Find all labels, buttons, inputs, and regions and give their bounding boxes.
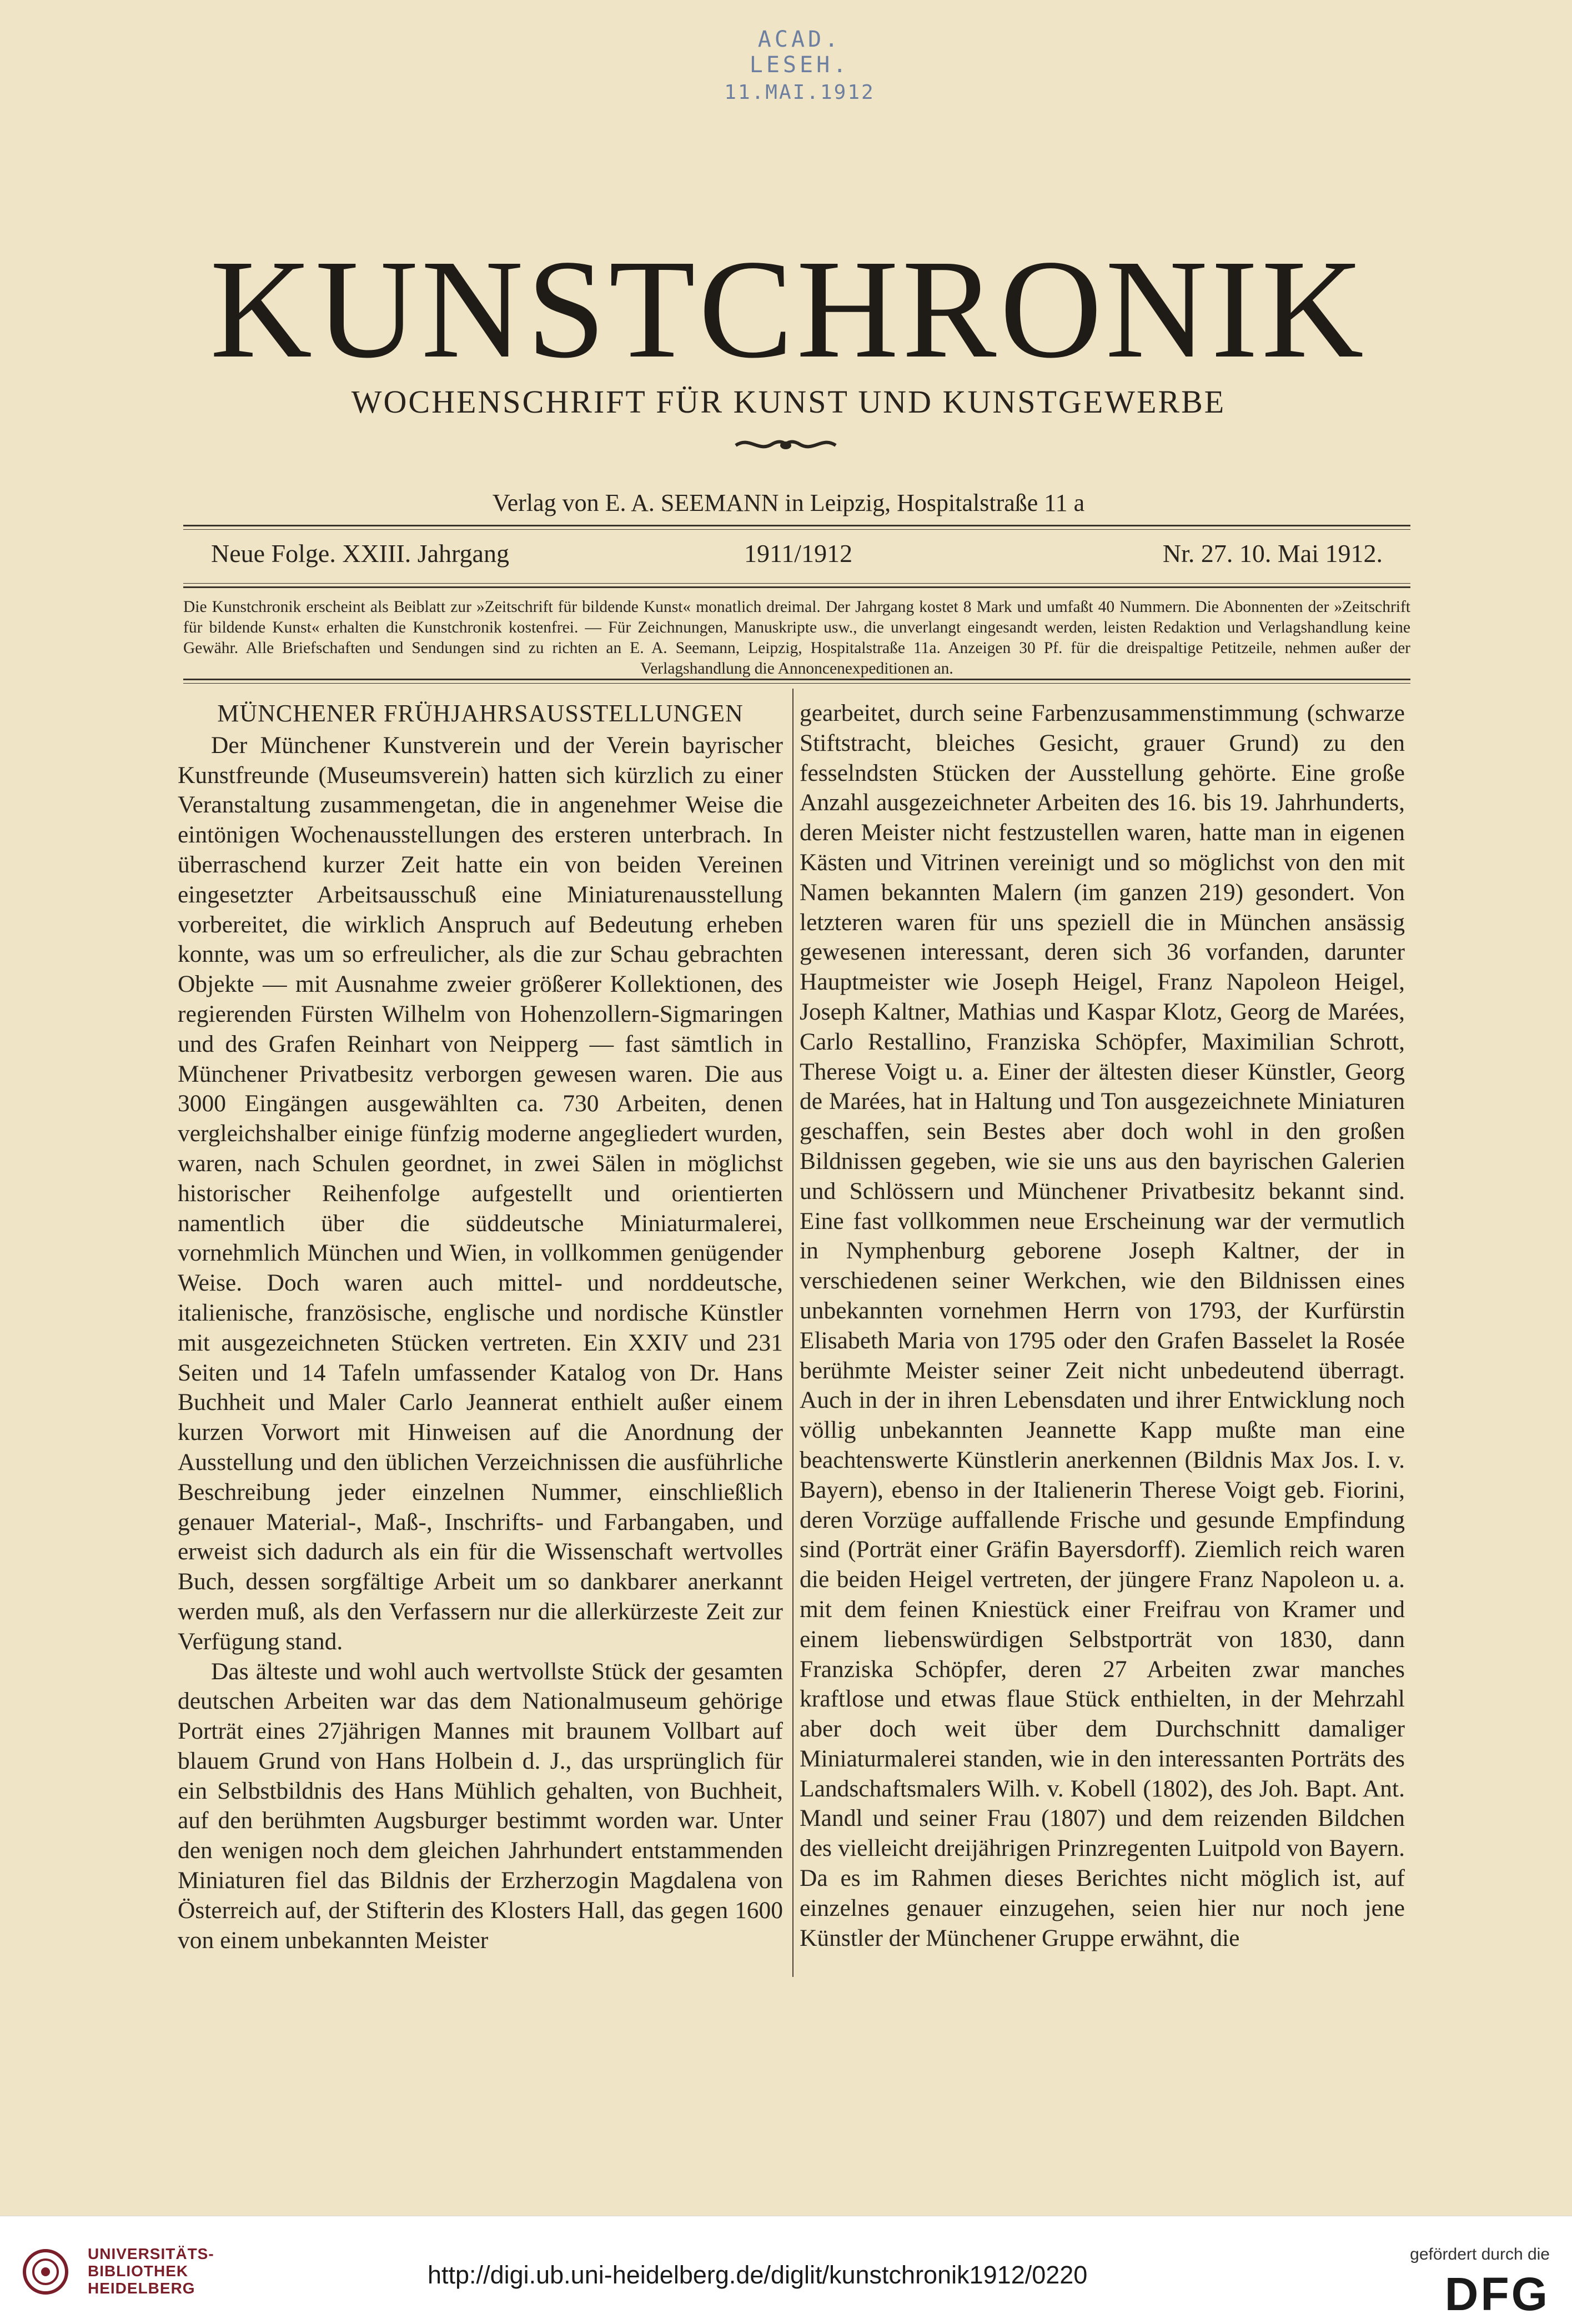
source-url-link[interactable]: http://digi.ub.uni-heidelberg.de/diglit/kunstchronik1912/0220 xyxy=(428,2261,1088,2289)
digitization-footer xyxy=(0,2216,1572,2324)
university-library-name xyxy=(88,2245,214,2297)
issue-year: 1911/1912 xyxy=(744,539,853,568)
university-seal-icon xyxy=(22,2248,69,2295)
article-column-left xyxy=(178,699,783,1955)
dfg-logo: DFG xyxy=(1444,2268,1550,2320)
column-divider xyxy=(792,689,793,1977)
publisher-line: Verlag von E. A. SEEMANN in Leipzig, Hospitalstraße 11 a xyxy=(492,489,1085,516)
stamp-line-1: ACAD. LESEH. xyxy=(749,27,850,78)
divider xyxy=(183,529,1410,530)
library-stamp xyxy=(716,27,883,104)
article-column-right xyxy=(800,699,1405,1953)
funded-by-text: gefördert durch die xyxy=(1410,2245,1550,2263)
divider xyxy=(183,583,1410,584)
divider xyxy=(183,683,1410,684)
subscription-notice: Die Kunstchronik erscheint als Beiblatt zur »Zeitschrift für bildende Kunst« monatlich dreimal. Der Jahrgang kostet 8 Mark und umfaßt 40 Nummern. Die Abonnenten der »Zeitschrift für bildende Kunst« erhalten die Kunstchronik kostenfrei. — Für Zeichnungen, Manuskripte usw., die unverlangt eingesandt werden, leisten Redaktion und Verlagshandlung keine Gewähr. Alle Briefschaften und Sendungen sind zu richten an E. A. Seemann, Leipzig, Hospitalstraße 11a. Anzeigen 30 Pf. für die dreispaltige Petitzeile, nehmen außer der Verlagshandlung die Annoncenexpeditionen an. xyxy=(183,598,1410,677)
article-paragraph: gearbeitet, durch seine Farbenzusammenstimmung (schwarze Stiftstracht, bleiches Gesicht, grauer Grund) zu den fesselndsten Stücken der Ausstellung gehörte. Eine große Anzahl ausgezeichneter Arbeiten des 16. bis 19. Jahrhunderts, deren Meister nicht festzustellen waren, hatte man in eigenen Kästen und Vitrinen vereinigt und so möglichst von den mit Namen bekannten Malern (im ganzen 219) gesondert. Von letzteren waren für uns speziell die in München ansässig gewesenen interessant, deren sich 36 vorfanden, darunter Hauptmeister wie Joseph Heigel, Franz Napoleon Heigel, Joseph Kaltner, Mathias und Kaspar Klotz, Georg de Marées, Carlo Restallino, Franziska Schöpfer, Maximilian Schrott, Therese Voigt u. a. Einer der ältesten dieser Künstler, Georg de Marées, hat in Haltung und Ton ausgezeichnete Miniaturen geschaffen, sein Bestes aber doch wohl in den großen Bildnissen gegeben, wie sie uns aus den bayrischen Galerien und Schlössern und Münchener Privatbesitz bekannt sind. Eine fast vollkommen neue Erscheinung war der vermutlich in Nymphenburg geborene Joseph Kaltner, der in verschiedenen seiner Werkchen, wie den Bildnissen eines unbekannten vornehmen Herrn von 1793, der Kurfürstin Elisabeth Maria von 1795 oder den Grafen Basselet la Rosée berühmte Meister seiner Zeit nicht unbedeutend überragt. Auch in der in ihren Lebensdaten und ihrer Entwicklung noch völlig unbekannten Jeannette Kapp mußte man eine beachtenswerte Künstlerin anerkennen (Bildnis Max Jos. I. v. Bayern), ebenso in der Italienerin Therese Voigt geb. Fiorini, deren Vorzüge auffallende Frische und gesunde Empfindung sind (Porträt einer Gräfin Bayersdorff). Ziemlich reich waren die beiden Heigel vertreten, der jüngere Franz Napoleon u. a. mit dem feinen Kniestück einer Freifrau von Kramer und einem liebenswürdigen Selbstporträt von 1830, dann Franziska Schöpfer, deren 27 Arbeiten zwar manches kraftlose und etwas flaue Stück enthielten, in der Mehrzahl aber doch weit über dem Durchschnitt damaliger Miniaturmalerei standen, wie in den interessanten Porträts des Landschaftsmalers Wilh. v. Kobell (1802), des Joh. Bapt. Ant. Mandl und seiner Frau (1807) und dem reizenden Bildchen des vielleicht dreijährigen Prinzregenten Luitpold von Bayern. Da es im Rahmen dieses Berichtes nicht möglich ist, auf einzelnes genauer einzugehen, seien hier nur noch jene Künstler der Münchener Gruppe erwähnt, die xyxy=(800,700,1405,1951)
stamp-line-2: 11.MAI.1912 xyxy=(724,81,875,104)
uni-line-1: UNIVERSITÄTS- xyxy=(88,2245,214,2262)
article-paragraph: Der Münchener Kunstverein und der Verein bayrischer Kunstfreunde (Museumsverein) hatten sich kürzlich zu einer Veranstaltung zusammengetan, die in angenehmer Weise die eintönigen Wochenausstellungen des ersteren unterbrach. In überraschend kurzer Zeit hatte ein von beiden Vereinen eingesetzter Arbeitsausschuß eine Miniaturenausstellung vorbereitet, die wirklich Anspruch auf Bedeutung erheben konnte, was um so erfreulicher, als die zur Schau gebrachten Objekte — mit Ausnahme zweier größerer Kollektionen, des regierenden Fürsten Wilhelm von Hohenzollern-Sigmaringen und des Grafen Reinhart von Neipperg — fast sämtlich in Münchener Privatbesitz verborgen gewesen waren. Die aus 3000 Eingängen ausgewählten ca. 730 Arbeiten, denen vergleichshalber einige fünfzig moderne angegliedert wurden, waren, nach Schulen geordnet, in zwei Sälen in möglichst historischer Reihenfolge aufgestellt und orientierten namentlich über die süddeutsche Miniaturmalerei, vornehmlich München und Wien, in vollkommen genügender Weise. Doch waren auch mittel- und norddeutsche, italienische, französische, englische und nordische Künstler mit ausgezeichneten Stücken vertreten. Ein XXIV und 231 Seiten und 14 Tafeln umfassender Katalog von Dr. Hans Buchheit und Maler Carlo Jeannerat enthielt außer einem kurzen Vorwort mit Hinweisen auf die Anordnung der Ausstellung und den üblichen Verzeichnissen die ausführliche Beschreibung jeder einzelnen Nummer, einschließlich genauer Material-, Maß-, Inschrifts- und Farbangaben, und erweist sich dadurch als ein für die Wissenschaft wertvolles Buch, dessen sorgfältige Arbeit um so dankbarer anerkannt werden muß, als den Verfassern nur die allerkürzeste Zeit zur Verfügung stand. xyxy=(178,731,783,1655)
divider xyxy=(183,679,1410,680)
issue-number-date: Nr. 27. 10. Mai 1912. xyxy=(1162,539,1383,568)
uni-line-3: HEIDELBERG xyxy=(88,2280,195,2297)
ornament-icon xyxy=(733,433,838,455)
divider xyxy=(183,525,1410,526)
masthead-title: KUNSTCHRONIK xyxy=(210,231,1367,388)
divider xyxy=(183,586,1410,588)
issue-line xyxy=(211,539,1383,572)
article-title: MÜNCHENER FRÜHJAHRSAUSSTELLUNGEN xyxy=(217,700,744,727)
article-paragraph: Das älteste und wohl auch wertvollste Stück der gesamten deutschen Arbeiten war das dem Nationalmuseum gehörige Porträt eines 27jährigen Mannes mit braunem Vollbart auf blauem Grund von Hans Holbein d. J., das ursprünglich für ein Selbstbildnis des Hans Mühlich gehalten, von Buchheit, auf den berühmten Augsburger bestimmt worden war. Unter den wenigen noch dem gleichen Jahrhundert entstammenden Miniaturen fiel das Bildnis der Erzherzogin Magdalena von Österreich auf, der Stifterin des Klosters Hall, das gegen 1600 von einem unbekannten Meister xyxy=(178,1658,783,1954)
uni-line-2: BIBLIOTHEK xyxy=(88,2262,189,2280)
issue-series: Neue Folge. XXIII. Jahrgang xyxy=(211,539,509,568)
masthead-subtitle: WOCHENSCHRIFT FÜR KUNST UND KUNSTGEWERBE xyxy=(351,384,1226,420)
